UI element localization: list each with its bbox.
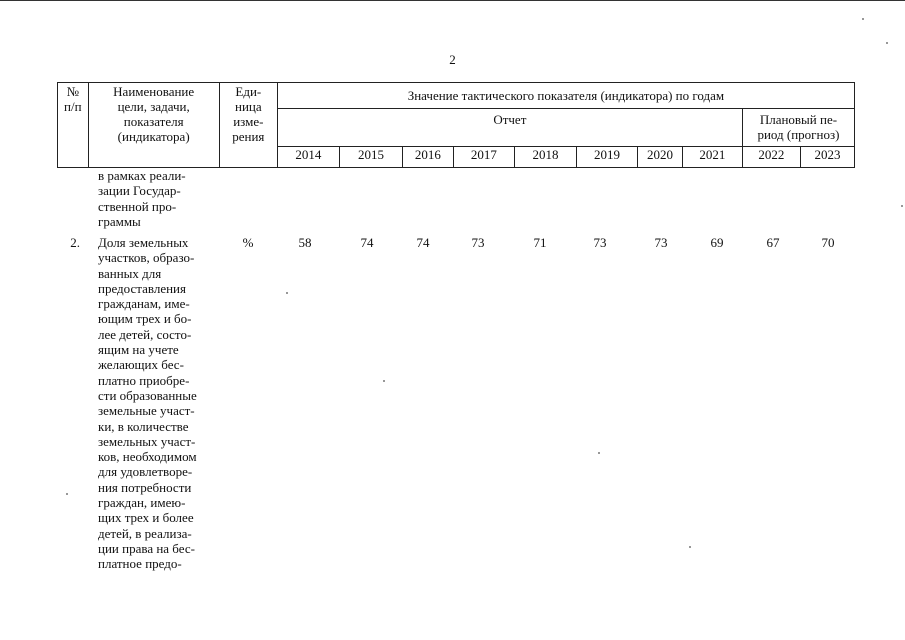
- page-top-edge-line: [0, 0, 905, 1]
- previous-row-continuation: [98, 168, 216, 229]
- header-name-line: цели, задачи,: [117, 99, 190, 114]
- header-plan: [742, 109, 854, 147]
- header-name-line: Наименование: [113, 84, 195, 99]
- text-line: участков, образо-: [98, 250, 195, 266]
- text-line: предоставления: [98, 280, 186, 296]
- scan-speck: [286, 292, 288, 294]
- text-line: ющим трех и бо-: [98, 311, 192, 327]
- header-year: 2022: [742, 147, 800, 168]
- text-line: щих трех и более: [98, 510, 194, 526]
- scan-speck: [66, 493, 68, 495]
- header-year: 2021: [682, 147, 742, 168]
- text-line: граждан, имею-: [98, 495, 186, 511]
- header-name: [88, 83, 219, 168]
- header-num-line: №: [66, 84, 79, 99]
- header-unit: [219, 83, 277, 168]
- header-num: [58, 83, 89, 168]
- value-2016: 74: [416, 235, 430, 250]
- scan-speck: [886, 42, 888, 44]
- text-line: платно приобре-: [98, 372, 190, 388]
- text-line: лее детей, состо-: [98, 326, 192, 342]
- text-line: ции права на бес-: [98, 540, 195, 556]
- header-year: 2016: [402, 147, 453, 168]
- header-year: 2019: [577, 147, 638, 168]
- text-line: ния потребности: [98, 479, 192, 495]
- header-year: 2014: [277, 147, 339, 168]
- header-unit-line: изме-: [233, 114, 264, 129]
- header-year: 2015: [339, 147, 402, 168]
- value-2020: 73: [654, 235, 668, 250]
- header-plan-line: риод (прогноз): [757, 127, 840, 142]
- scan-speck: [383, 380, 385, 382]
- text-line: детей, в реализа-: [98, 525, 192, 541]
- scan-speck: [598, 452, 600, 454]
- header-year: 2020: [638, 147, 683, 168]
- header-year: 2018: [514, 147, 576, 168]
- header-values-title: Значение тактического показателя (индикатора) по годам: [277, 83, 854, 109]
- value-2019: 73: [593, 235, 607, 250]
- text-line: зации Государ-: [98, 183, 181, 199]
- text-line: Доля земельных: [98, 235, 189, 250]
- header-unit-line: Еди-: [235, 84, 262, 99]
- value-2021: 69: [710, 235, 724, 250]
- header-unit-line: ница: [234, 99, 262, 114]
- scan-speck: [689, 546, 691, 548]
- value-2014: 58: [298, 235, 312, 250]
- text-line: ков, необходимом: [98, 449, 197, 465]
- text-line: земельных участ-: [98, 433, 196, 449]
- text-line: земельные участ-: [98, 403, 195, 419]
- value-2022: 67: [766, 235, 780, 250]
- value-2023: 70: [821, 235, 835, 250]
- text-line: ственной про-: [98, 198, 177, 214]
- scan-speck: [862, 18, 864, 20]
- value-2017: 73: [471, 235, 485, 250]
- text-line: желающих бес-: [98, 357, 184, 373]
- row-number: 2.: [70, 235, 80, 250]
- header-report: Отчет: [277, 109, 742, 147]
- text-line: ки, в количестве: [98, 418, 189, 434]
- value-2015: 74: [360, 235, 374, 250]
- row-unit: %: [242, 235, 254, 250]
- row-indicator-name: [98, 235, 216, 572]
- text-line: граммы: [98, 213, 141, 229]
- text-line: в рамках реали-: [98, 168, 186, 183]
- text-line: ящим на учете: [98, 342, 179, 358]
- header-year: 2023: [800, 147, 854, 168]
- value-2018: 71: [533, 235, 547, 250]
- header-num-line: п/п: [64, 99, 82, 114]
- text-line: платное предо-: [98, 556, 182, 572]
- text-line: ванных для: [98, 265, 162, 281]
- header-name-line: показателя: [123, 114, 184, 129]
- text-line: сти образованные: [98, 387, 197, 403]
- text-line: гражданам, име-: [98, 296, 190, 312]
- header-plan-line: Плановый пе-: [759, 112, 838, 127]
- text-line: для удовлетворе-: [98, 464, 193, 480]
- indicator-table: [57, 82, 855, 168]
- header-unit-line: рения: [232, 129, 265, 144]
- scan-speck: [901, 205, 903, 207]
- header-name-line: (индикатора): [117, 129, 190, 144]
- header-year: 2017: [453, 147, 514, 168]
- page-number: 2: [449, 52, 456, 67]
